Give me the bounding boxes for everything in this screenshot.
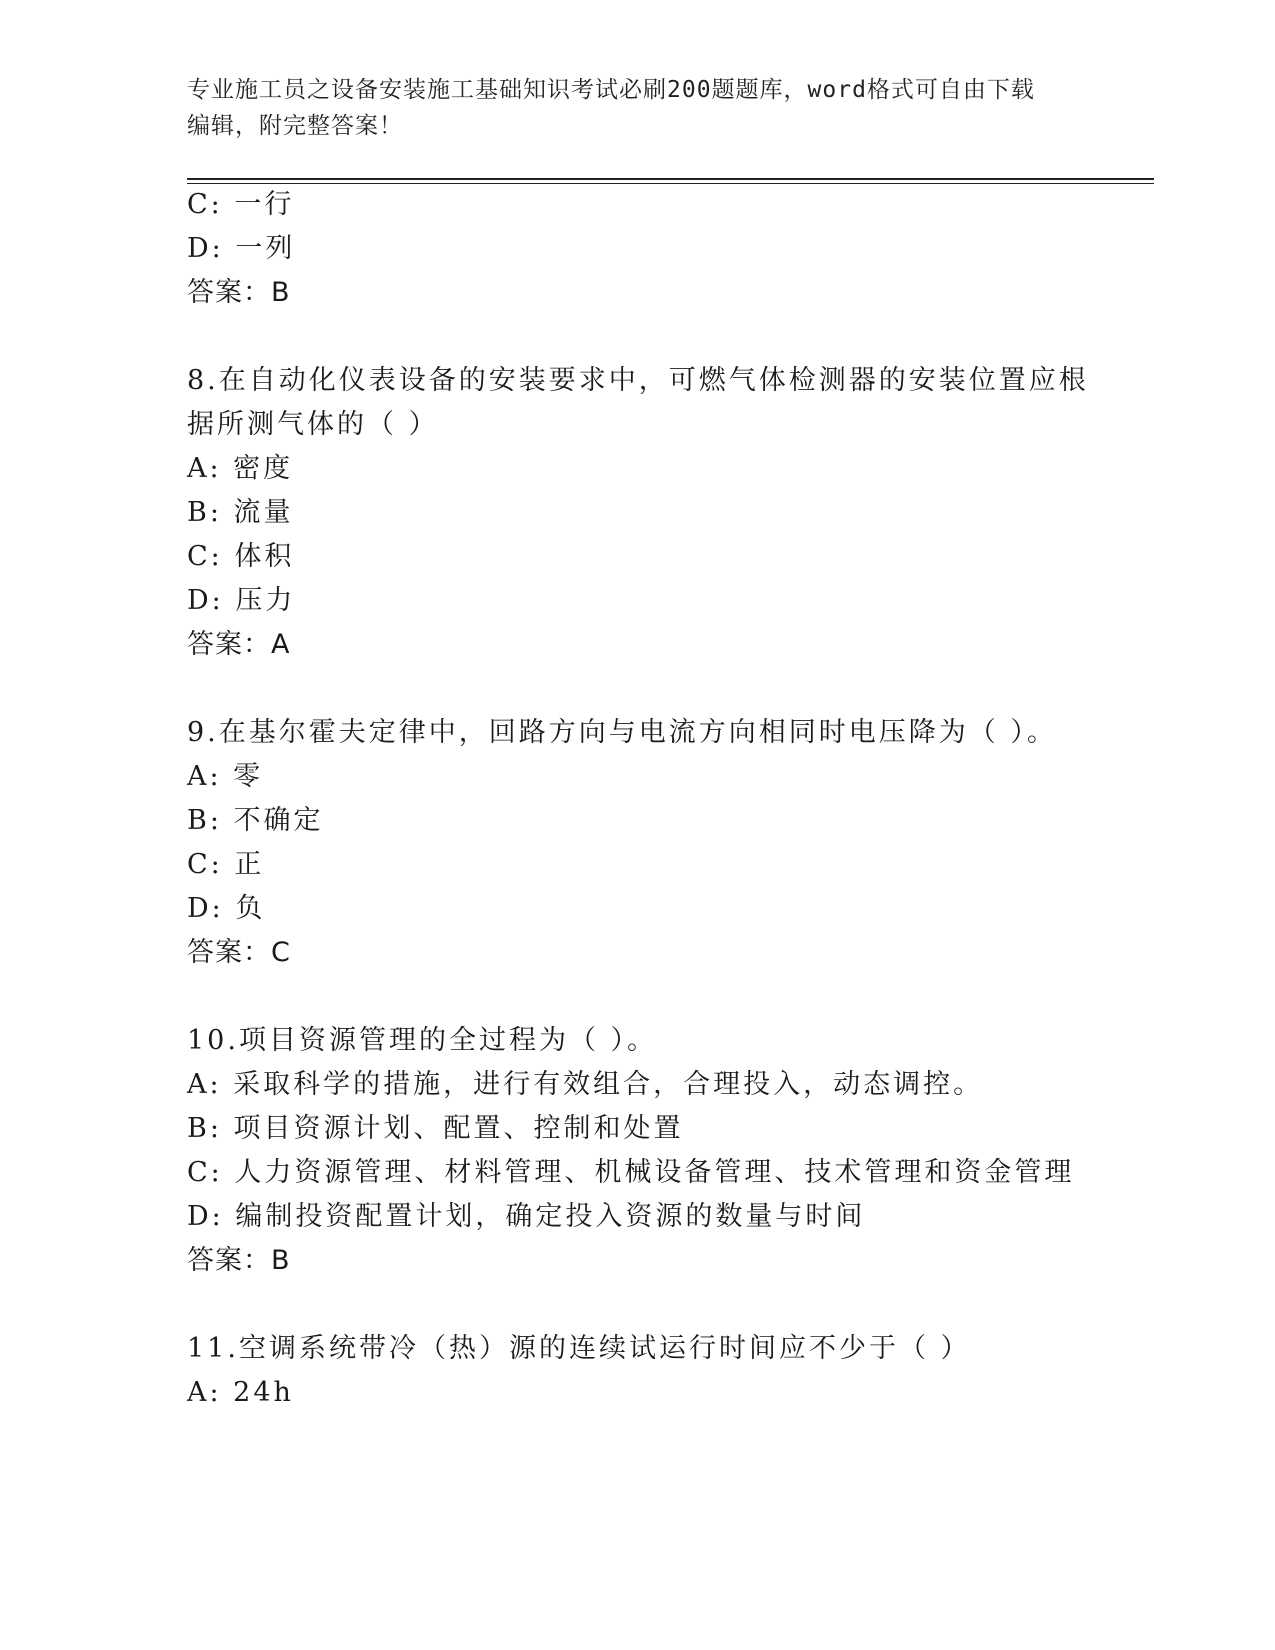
q7-option-c: C: 一行	[187, 189, 295, 220]
q8-option-c: C: 体积	[187, 541, 295, 572]
q10-option-a: A: 采取科学的措施，进行有效组合，合理投入，动态调控。	[187, 1069, 984, 1100]
q10-option-b: B: 项目资源计划、配置、控制和处置	[187, 1113, 684, 1144]
header-line-2: 编辑，附完整答案！	[187, 113, 403, 139]
q8-option-a: A: 密度	[187, 453, 294, 484]
q11-option-a: A: 24h	[187, 1377, 294, 1408]
q9-answer: 答案：C	[187, 937, 291, 968]
q9-option-a: A: 零	[187, 761, 264, 792]
q9-option-b: B: 不确定	[187, 805, 324, 836]
document-header	[187, 72, 1087, 144]
q8-option-d: D: 压力	[187, 585, 296, 616]
q8-answer: 答案：A	[187, 629, 291, 660]
q10-answer: 答案：B	[187, 1245, 291, 1276]
q7-option-d: D: 一列	[187, 233, 296, 264]
q7-answer: 答案：B	[187, 277, 291, 308]
q10-option-d: D: 编制投资配置计划，确定投入资源的数量与时间	[187, 1201, 866, 1232]
q8-stem-line-2: 据所测气体的（ ）	[187, 409, 439, 440]
q9-stem: 9.在基尔霍夫定律中，回路方向与电流方向相同时电压降为（ ）。	[187, 717, 1057, 748]
q8-stem-line-1: 8.在自动化仪表设备的安装要求中，可燃气体检测器的安装位置应根	[187, 365, 1089, 396]
q9-option-c: C: 正	[187, 849, 265, 880]
q8-option-b: B: 流量	[187, 497, 294, 528]
q10-option-c: C: 人力资源管理、材料管理、机械设备管理、技术管理和资金管理	[187, 1157, 1075, 1188]
header-line-1: 专业施工员之设备安装施工基础知识考试必刷200题题库，word格式可自由下载	[187, 77, 1035, 103]
q9-option-d: D: 负	[187, 893, 266, 924]
header-divider-thin	[187, 183, 1154, 184]
q10-stem: 10.项目资源管理的全过程为（ ）。	[187, 1025, 658, 1056]
q11-stem: 11.空调系统带冷（热）源的连续试运行时间应不少于（ ）	[187, 1333, 971, 1364]
header-divider-thick	[187, 178, 1154, 180]
